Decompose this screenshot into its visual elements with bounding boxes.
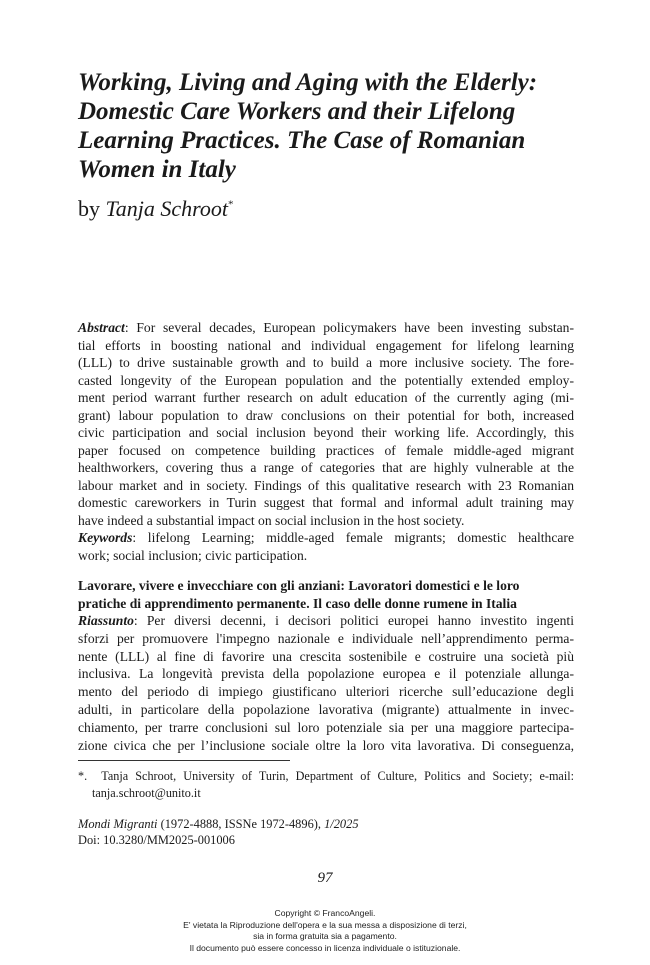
journal-doi: Doi: 10.3280/MM2025-001006 [78, 833, 235, 847]
footnote-email: tanja.schroot@unito.it [92, 785, 201, 800]
abstract-line: healthworkers, covering thus a range of categories that are highly vulnerable at the [78, 460, 574, 475]
journal-issue: 1/2025 [324, 817, 359, 831]
article-title [78, 68, 578, 184]
copyright-line: Il documento può essere concesso in licenza individuale o istituzionale. [189, 942, 461, 953]
riassunto-label: Riassunto [78, 613, 134, 628]
abstract-label: Abstract [78, 320, 125, 335]
riassunto-text: : Per diversi decenni, i decisori politici europei hanno investito ingenti [133, 613, 574, 628]
page-number: 97 [317, 870, 333, 886]
riassunto-line: chiamento, per trarre conclusioni sul loro potenziale sia per una maggiore partecipa- [78, 719, 574, 735]
abstract-section [78, 319, 574, 564]
abstract-line: civic participation and social inclusion beyond their working life. Accordingly, this [78, 425, 574, 440]
riassunto-line: adulti, in particolare della popolazione lavorativa (migrante) attualmente in invec- [78, 701, 574, 717]
footnote-marker: *. [78, 769, 88, 783]
abstract-line: tial efforts in boosting national and individual engagement for lifelong learning [78, 337, 574, 353]
title-line: Women in Italy [78, 156, 236, 183]
abstract-line: grant) labour population to draw conclusions on their potential for both, increased [78, 407, 574, 423]
abstract-line: (LLL) to drive sustainable growth and to build a more inclusive society. The fore- [78, 355, 574, 370]
italian-title-line: pratiche di apprendimento permanente. Il caso delle donne rumene in Italia [78, 595, 517, 611]
copyright-line: sia in forma gratuita sia a pagamento. [253, 931, 397, 942]
keywords-text: : lifelong Learning; middle-aged female migrants; domestic healthcare [132, 530, 574, 545]
author-footnote [78, 768, 574, 801]
abstract-line: have indeed a substantial impact on social inclusion in the host society. [78, 512, 465, 528]
italian-title-line: Lavorare, vivere e invecchiare con gli anziani: Lavoratori domestici e le loro [78, 578, 520, 593]
copyright-notice [0, 908, 650, 954]
copyright-line: Copyright © FrancoAngeli. [274, 908, 376, 918]
riassunto-line: mento del periodo di impiego giustificano ulteriori ricerche sull’educazione degli [78, 684, 574, 700]
abstract-line [78, 319, 574, 337]
keywords-line: work; social inclusion; civic participation. [78, 547, 308, 563]
title-line: Domestic Care Workers and their Lifelong [78, 98, 516, 125]
title-line: Learning Practices. The Case of Romanian [78, 127, 526, 154]
riassunto-line: zione civica che per l’inclusione sociale oltre la loro vita lavorativa. Di conseguenza, [78, 737, 574, 753]
abstract-line: paper focused on competence building practices of female middle-aged migrant [78, 442, 574, 458]
riassunto-line: sforzi per promuovere l'impegno nazionale e individuale nell’apprendimento perma- [78, 630, 574, 646]
footnote-affiliation: Tanja Schroot, University of Turin, Department of Culture, Politics and Society; e-mail: [101, 769, 574, 783]
byline [78, 196, 233, 222]
copyright-line: E' vietata la Riproduzione dell'opera e la sua messa a disposizione di terzi, [183, 919, 467, 930]
title-line: Working, Living and Aging with the Elderly: [78, 69, 538, 96]
journal-issn: (1972-4888, ISSNe 1972-4896), [157, 817, 325, 831]
abstract-line: labour market and in society. Findings of this qualitative research with 23 Romanian [78, 477, 574, 493]
abstract-line: domestic careworkers in Turin suggest that formal and informal adult training may [78, 495, 574, 510]
abstract-line: casted longevity of the European population and the potentially extended employ- [78, 372, 574, 388]
riassunto-line: nente (LLL) al fine di favorire una crescita sostenibile e costruire una società più [78, 648, 574, 664]
journal-name: Mondi Migranti [78, 817, 158, 831]
keywords-label: Keywords [78, 530, 133, 545]
riassunto-line [78, 612, 574, 630]
italian-title [78, 577, 574, 612]
journal-citation [78, 816, 359, 832]
footnote-divider [78, 760, 290, 761]
riassunto-section [78, 612, 574, 754]
abstract-text: : For several decades, European policymakers have been investing substan- [124, 320, 574, 335]
riassunto-line: inclusiva. La longevità prevista della popolazione europea e il potenziale allunga- [78, 666, 574, 682]
abstract-line: ment period warrant further research on adult education of the currently aging (mi- [78, 390, 574, 405]
byline-prefix: by [78, 196, 100, 221]
keywords-line [78, 529, 574, 547]
footnote-line [78, 768, 574, 785]
author-footnote-marker: * [227, 198, 234, 211]
journal-info [78, 816, 359, 848]
author-name: Tanja Schroot [105, 196, 228, 221]
